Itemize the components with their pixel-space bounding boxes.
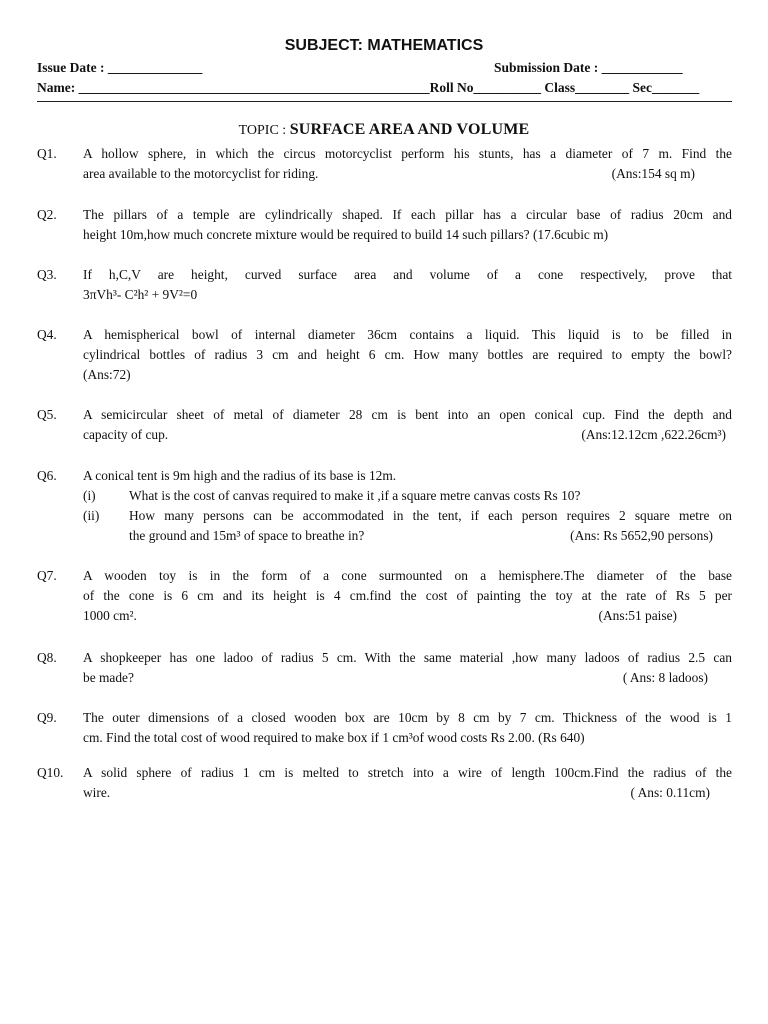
question-line: be made? [83,670,134,685]
question-6 [37,466,732,546]
question-line: cm. Find the total cost of wood required to make box if 1 cm³of wood costs Rs 2.00. (Rs 640) [83,730,585,745]
question-9 [37,708,732,748]
question-number: Q6. [37,468,57,483]
answer-text: (Ans:51 paise) [598,608,677,623]
question-number: Q3. [37,267,57,282]
question-line: A shopkeeper has one ladoo of radius 5 cm. With the same material ,how many ladoos of radius 2.5 can [83,650,732,665]
question-text [83,205,732,245]
question-number: Q1. [37,146,57,161]
question-line: the ground and 15m³ of space to breathe in? [129,528,365,543]
question-line: 3πVh³- C²h² + 9V²=0 [83,287,198,302]
topic-prefix: TOPIC : [238,123,287,138]
question-line: A hemispherical bowl of internal diameter 36cm contains a liquid. This liquid is to be filled in [83,327,732,342]
question-line: 1000 cm². [83,608,137,623]
question-line: capacity of cup. [83,427,169,442]
topic-title: SURFACE AREA AND VOLUME [289,121,530,138]
question-text [83,466,732,486]
question-line: of the cone is 6 cm and its height is 4 cm.find the cost of painting the toy at the rate of Rs 5 per [83,588,732,603]
answer-text: ( Ans: 0.11cm) [630,785,710,800]
question-line: A solid sphere of radius 1 cm is melted to stretch into a wire of length 100cm.Find the radius of the [83,765,732,780]
question-5 [37,405,732,445]
question-number: Q7. [37,568,57,583]
answer-text: (Ans:12.12cm ,622.26cm³) [581,427,726,442]
question-3 [37,265,732,305]
question-text [83,325,732,385]
question-line: (Ans:72) [83,367,131,382]
sub-question-number: (ii) [83,508,100,523]
question-line: height 10m,how much concrete mixture would be required to build 14 such pillars? (17.6cubic m) [83,227,609,242]
question-1 [37,144,732,184]
question-line: The pillars of a temple are cylindrically shaped. If each pillar has a circular base of radius 20cm and [83,207,732,222]
question-8 [37,648,732,688]
topic-heading [0,121,768,139]
question-2 [37,205,732,245]
question-10 [37,763,732,803]
question-line: A conical tent is 9m high and the radius of its base is 12m. [83,468,397,483]
header-divider [37,101,732,102]
question-number: Q9. [37,710,57,725]
question-number: Q5. [37,407,57,422]
question-line: How many persons can be accommodated in the tent, if each person requires 2 square metre on [129,508,732,523]
question-line: wire. [83,785,111,800]
question-line: area available to the motorcyclist for riding. [83,166,319,181]
answer-text: ( Ans: 8 ladoos) [622,670,708,685]
question-line: If h,C,V are height, curved surface area and volume of a cone respectively, prove that [83,267,732,282]
student-details-line: Name: ____________________________________________________Roll No__________ Class________ Sec_______ [37,80,700,95]
question-line: A hollow sphere, in which the circus motorcyclist perform his stunts, has a diameter of 7 m. Find the [83,146,732,161]
question-number: Q2. [37,207,57,222]
question-line: The outer dimensions of a closed wooden box are 10cm by 8 cm by 7 cm. Thickness of the wood is 1 [83,710,732,725]
question-number: Q8. [37,650,57,665]
question-line: What is the cost of canvas required to make it ,if a square metre canvas costs Rs 10? [129,488,581,503]
question-7 [37,566,732,626]
question-line: cylindrical bottles of radius 3 cm and height 6 cm. How many bottles are required to empty the bowl? [83,347,732,362]
answer-text: (Ans:154 sq m) [611,166,695,181]
question-4 [37,325,732,385]
sub-question-text [129,486,732,506]
sub-question-number: (i) [83,488,96,503]
subject-title: SUBJECT: MATHEMATICS [284,37,484,54]
question-text [83,265,732,305]
question-number: Q4. [37,327,57,342]
submission-date-field: Submission Date : ____________ [494,60,683,75]
issue-date-field: Issue Date : ______________ [37,60,203,75]
question-number: Q10. [37,765,64,780]
question-text [83,708,732,748]
answer-text: (Ans: Rs 5652,90 persons) [570,528,713,543]
question-line: A wooden toy is in the form of a cone surmounted on a hemisphere.The diameter of the base [83,568,732,583]
question-line: A semicircular sheet of metal of diameter 28 cm is bent into an open conical cup. Find the depth and [83,407,732,422]
